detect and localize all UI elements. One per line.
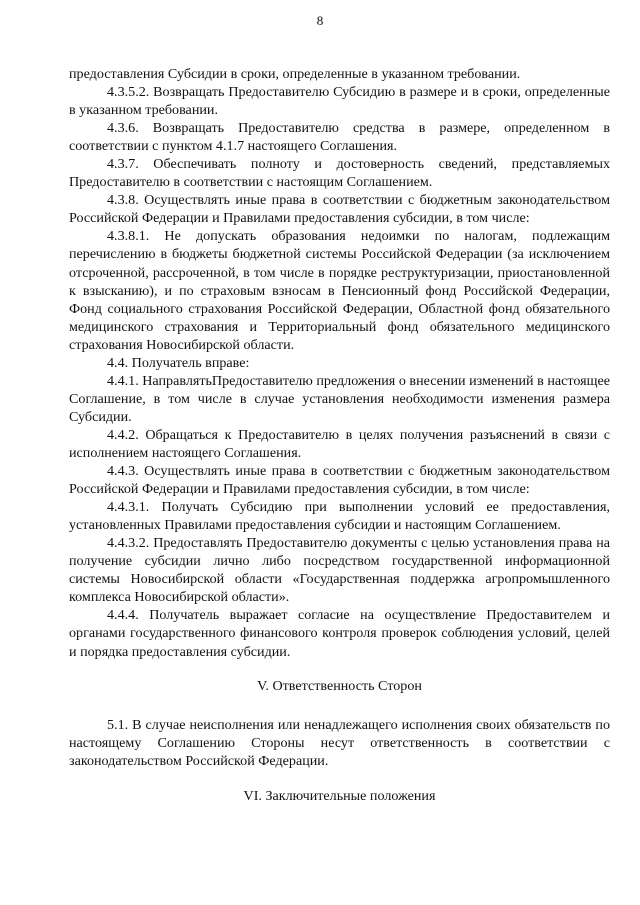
spacer [69,770,610,787]
paragraph-4-4: 4.4. Получатель вправе: [107,354,250,371]
section-heading-vi: VI. Заключительные положения [243,787,436,804]
spacer [69,695,610,716]
page-number: 8 [316,13,324,28]
paragraph-4-4-1: 4.4.1. НаправлятьПредоставителю предложения о внесении изменений в настоящее Соглашение, в том числе в случае установления необходимости изменения размера Субсидии. [69,372,610,425]
paragraph-5-1: 5.1. В случае неисполнения или ненадлежащего исполнения своих обязательств по настоящему Соглашению Стороны несут ответственность в соответствии с законодательством Российской Федерации. [69,716,610,769]
paragraph-4-4-3-1: 4.4.3.1. Получать Субсидию при выполнении условий ее предоставления, установленных Правилами предоставления субсидии и настоящим Соглашением. [69,499,610,534]
document-body [69,65,610,805]
paragraph-4-4-3: 4.4.3. Осуществлять иные права в соответствии с бюджетным законодательством Российской Федерации и Правилами предоставления субсидии, в том числе: [69,463,610,498]
paragraph-continuation: предоставления Субсидии в сроки, определенные в указанном требовании. [69,66,521,82]
spacer [69,661,610,677]
paragraph-4-3-6: 4.3.6. Возвращать Предоставителю средства в размере, определенном в соответствии с пунктом 4.1.7 настоящего Соглашения. [69,120,610,155]
paragraph-4-4-2: 4.4.2. Обращаться к Предоставителю в целях получения разъяснений в связи с исполнением настоящего Соглашения. [69,426,610,461]
paragraph-4-3-5-2: 4.3.5.2. Возвращать Предоставителю Субсидию в размере и в сроки, определенные в указанном требовании. [69,84,610,119]
paragraph-4-3-8-1: 4.3.8.1. Не допускать образования недоимки по налогам, подлежащим перечислению в бюджеты бюджетной системы Российской Федерации (за исключением отсроченной, рассроченной, в том числе в порядке реструктуризации, приостановленной к взысканию), и по страховым взносам в Пенсионный фонд Российской Федерации, Фонд социального страхования Российской Федерации, Областной фонд обязательного медицинского страхования и Территориальный фонд обязательного медицинского страхования Новосибирской области. [69,228,610,353]
paragraph-4-4-4: 4.4.4. Получатель выражает согласие на осуществление Предоставителем и органами государственного финансового контроля проверок соблюдения условий, целей и порядка предоставления субсидии. [69,607,610,660]
section-heading-v: V. Ответственность Сторон [257,677,422,694]
paragraph-4-3-8: 4.3.8. Осуществлять иные права в соответствии с бюджетным законодательством Российской Федерации и Правилами предоставления субсидии, в том числе: [69,192,610,227]
paragraph-4-4-3-2: 4.4.3.2. Предоставлять Предоставителю документы с целью установления права на получение субсидии лично либо посредством государственной информационной системы Новосибирской области «Государственная поддержка агропромышленного комплекса Новосибирской области». [69,535,610,606]
paragraph-4-3-7: 4.3.7. Обеспечивать полноту и достоверность сведений, представляемых Предоставителю в соответствии с настоящим Соглашением. [69,156,610,191]
